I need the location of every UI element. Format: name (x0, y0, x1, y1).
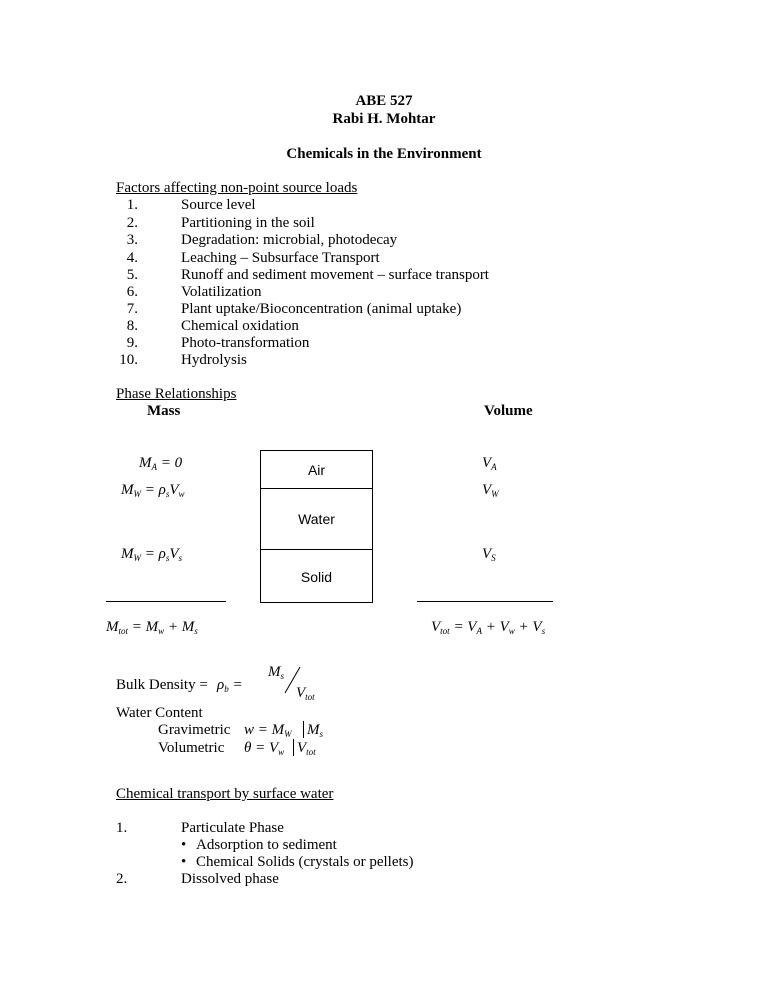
author-name: Rabi H. Mohtar (332, 111, 436, 127)
list-item-text: Plant uptake/Bioconcentration (animal uptake) (181, 301, 462, 317)
list-item-number: 2. (126, 215, 138, 231)
list-item-text: Hydrolysis (181, 352, 247, 368)
fraction-bar (303, 721, 304, 738)
list-item-number: 6. (126, 284, 138, 300)
water-content-heading: Water Content (116, 705, 203, 721)
phase-diagram (260, 450, 373, 603)
list-item-number: 3. (126, 232, 138, 248)
list-item-text: Partitioning in the soil (181, 215, 315, 231)
phase-heading: Phase Relationships (116, 386, 237, 402)
bullet-text: Adsorption to sediment (196, 837, 337, 853)
list-item-number: 9. (126, 335, 138, 351)
bullet-item (181, 838, 337, 853)
bullet-text: Chemical Solids (crystals or pellets) (196, 854, 414, 870)
factors-heading: Factors affecting non-point source loads (116, 180, 358, 196)
phase-layer-solid (261, 549, 372, 604)
transport-item-number: 1. (116, 820, 128, 836)
transport-item-text: Dissolved phase (181, 871, 279, 887)
transport-heading: Chemical transport by surface water (116, 786, 334, 802)
list-item-number: 8. (126, 318, 138, 334)
volumetric-denominator: $V_{tot}$ (297, 740, 316, 757)
transport-item-text: Particulate Phase (181, 820, 284, 836)
volume-water-symbol: $V_W$ (482, 482, 499, 499)
phase-layer-water (261, 488, 372, 550)
volume-total-equation: $V_{tot} = V_A + V_w + V_s$ (431, 619, 546, 636)
phase-layer-label: Water (298, 510, 335, 527)
list-item-text: Volatilization (181, 284, 262, 300)
bulk-density-symbol: $\rho_b$ = (217, 677, 243, 694)
list-item-text: Leaching – Subsurface Transport (181, 250, 380, 266)
page-title: Chemicals in the Environment (286, 146, 482, 162)
volume-solid-symbol: $V_S$ (482, 546, 496, 563)
gravimetric-label: Gravimetric (158, 722, 231, 738)
mass-total-equation: $M_{tot} = M_w + M_s$ (106, 619, 198, 636)
mass-label: Mass (147, 403, 181, 419)
mass-total-rule (106, 601, 226, 602)
phase-layer-label: Solid (300, 568, 333, 585)
volume-total-rule (417, 601, 553, 602)
transport-item-number: 2. (116, 871, 128, 887)
bullet-item (181, 855, 413, 870)
volumetric-label: Volumetric (158, 740, 225, 756)
list-item-text: Photo-transformation (181, 335, 310, 351)
course-code: ABE 527 (355, 93, 413, 109)
mass-solid-equation: $M_W = \rho_sV_s$ (121, 546, 183, 563)
list-item-number: 1. (126, 197, 138, 213)
gravimetric-equation: $w = M_W$ (244, 722, 292, 739)
volumetric-equation: $\theta = V_w$ (244, 740, 285, 757)
fraction-bar (293, 739, 294, 756)
mass-air-equation: $M_A = 0$ (139, 455, 183, 472)
phase-layer-label: Air (307, 461, 326, 478)
list-item-text: Degradation: microbial, photodecay (181, 232, 398, 248)
bullet-icon: • (181, 837, 187, 853)
phase-layer-air (261, 451, 372, 489)
gravimetric-denominator: $M_s$ (307, 722, 324, 739)
list-item-number: 7. (126, 301, 138, 317)
list-item-number: 5. (126, 267, 138, 283)
list-item-number: 4. (126, 250, 138, 266)
bullet-icon: • (181, 854, 187, 870)
volume-label: Volume (484, 403, 533, 419)
bulk-density-denominator: $V_{tot}$ (296, 685, 315, 702)
list-item-text: Runoff and sediment movement – surface transport (181, 267, 489, 283)
mass-water-equation: $M_W = \rho_sV_w$ (121, 482, 185, 499)
bulk-density-numerator: $M_s$ (268, 664, 285, 681)
list-item (116, 353, 516, 373)
list-item (116, 198, 516, 218)
bulk-density-label: Bulk Density = (116, 677, 208, 693)
list-item-number: 10. (119, 352, 138, 368)
list-item-text: Chemical oxidation (181, 318, 299, 334)
list-item-text: Source level (181, 197, 256, 213)
volume-air-symbol: $V_A$ (482, 455, 497, 472)
